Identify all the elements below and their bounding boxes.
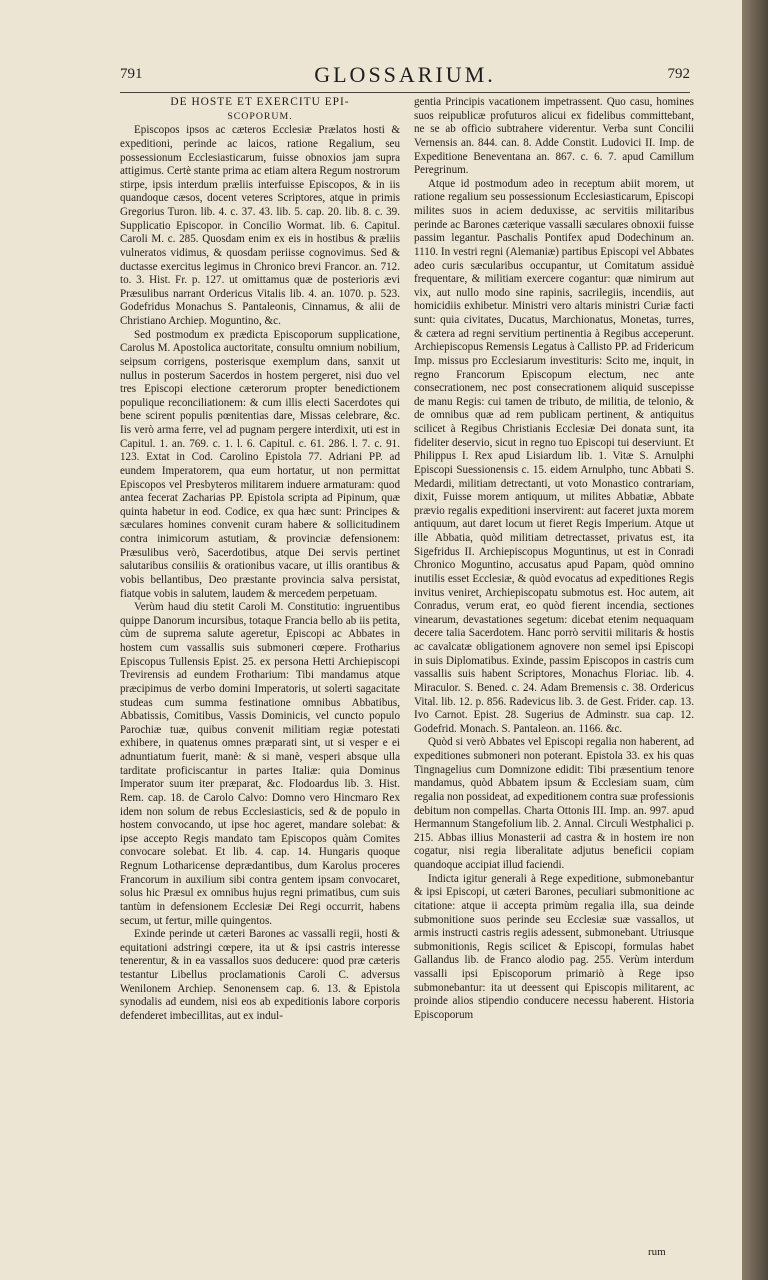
book-gutter xyxy=(742,0,768,1280)
right-paragraph-1: gentia Principis vacationem impetrassent. Quo casu, homines suos reipublicæ profuturos alicui ex fidelibus committebant, ne se ab officio subtrahere viderentur. Verba sunt Concilii Vernensis an. 844. can. 8. Adde Constit. Ludovici II. Imp. de Expeditione Beneventana an. 867. c. 6. 7. apud Camillum Peregrinum. xyxy=(414,96,694,177)
right-paragraph-4: Indicta igitur generali à Rege expeditione, submonebantur & ipsi Episcopi, ut cæteri Barones, peculiari submonitione ac citatione: atque ii accepta primùm regalia illa, sua deinde submonitione suos perinde seu Ecclesiæ suæ vassallos, ut armis instructi castris regiis adessent, submonebant. Utriusque submonitionis, Regis scilicet & Episcopi, formulas habet Gallandus lib. de Franco alodio pag. 255. Verùm interdum vassalli ipsi Episcoporum primariò à Rege ipso submonebantur: ita ut deessent qui Episcopis militarent, ac proinde alios stipendio conducere necessu haberent. Historia Episcoporum xyxy=(414,872,694,1021)
right-paragraph-3: Quòd si verò Abbates vel Episcopi regalia non haberent, ad expeditiones submoneri non poterant. Epistola 33. ex his quas Tingnagelius cum Domnizone edidit: Tibi præsentium tenore mandamus, quòd Abbatem ipsum & Ecclesiam suam, cùm regalia non possideat, ad expeditionem contra suæ professionis debitum non compellas. Charta Ottonis III. Imp. an. 997. apud Hermannum Stangefolium lib. 2. Annal. Circuli Westphalici p. 215. Abbas illius Monasterii ad castra & in hostem ire non cogatur, nisi regia liberalitate adjutus beneficii copiam quandoque accipiat illud faciendi. xyxy=(414,736,694,871)
section-heading: DE HOSTE ET EXERCITU EPI- xyxy=(170,96,350,108)
section-subheading: SCOPORUM. xyxy=(227,110,293,122)
left-paragraph-4: Exinde perinde ut cæteri Barones ac vassalli regii, hosti & equitationi adstringi cœpere, ita ut & ipsi castris interesse tenerentur, & in ea vassallos suos deducere: quod præ cæteris testantur Libellus proclamationis Caroli C. adversus Wenilonem Archiep. Senonensem cap. 6. 13. & Epistola synodalis ad eundem, nisi eos ab expeditionis labore corporis defenderet imbecillitas, aut ex indul- xyxy=(120,928,400,1022)
right-column xyxy=(414,96,694,1023)
left-paragraph-1: Episcopos ipsos ac cæteros Ecclesiæ Prælatos hosti & expeditioni, perinde ac laicos, ratione Regalium, seu possessionum Ecclesiasticarum, fuisse obnoxios jam supra attigimus. Certè stante prima ac etiam altera Regum nostrorum stirpe, ipsis interdum præliis interfuisse Episcopos, & in iis quandoque cæsos, docent veteres Scriptores, atque in primis Gregorius Turon. lib. 4. c. 37. 43. lib. 5. cap. 20. lib. 8. c. 39. Supplicatio Episcopor. in Concilio Wormat. lib. 6. Capitul. Caroli M. c. 285. Quosdam enim ex eis in hostibus & præliis vulneratos vidimus, & quosdam periisse cognovimus. Sed & ductasse exercitus legimus in Chronico brevi Francor. an. 712. to. 3. Hist. Fr. p. 127. ut omittamus quæ de posterioris ævi Præsulibus narrant Ordericus Vitalis lib. 4. an. 1070. p. 523. Godefridus Monachus S. Pantaleonis, Cinnamus, & alii de Christiano Archiep. Moguntino, &c. xyxy=(120,124,400,327)
left-page-number: 791 xyxy=(120,66,143,82)
header-rule xyxy=(120,92,690,93)
right-paragraph-2: Atque id postmodum adeo in receptum abiit morem, ut ratione regalium seu possessionum Ecclesiasticarum, Episcopi milites suos in aciem deduxisse, ac servitiis militaribus perinde ac Barones cæterique vassalli sæculares obnoxii fuisse passim legantur. Paschalis Pontifex apud Dodechinum an. 1110. In vestri regni (Alemaniæ) partibus Episcopi vel Abbates adeo curis sæcularibus occupantur, ut Comitatum assiduè frequentare, & militiam exercere cogantur: quæ nimirum aut vix, aut nullo modo sine rapinis, sacrilegiis, incendiis, aut homicidiis exhibetur. Ministri vero altaris ministri Curiæ facti sunt: quia civitates, Ducatus, Marchionatus, Monetas, turres, & cætera ad regni servitium pertinentia à Regibus acceperunt. Archiepiscopus Remensis Legatus à Callisto PP. ad Fridericum Imp. missus pro Ecclesiarum investituris: Scito me, inquit, in regno Francorum Episcopum electum, nec ante consecrationem, nec post consecrationem aliquid suscepisse de manu Regis: cui tamen de tributo, de militia, de telonio, & de omnibus quæ ad rem publicam pertinent, & antiquitus scilicet à Regibus Christianis Ecclesiæ Dei donata sunt, ita fideliter deservio, sicut in regno tuo Episcopi tui deserviunt. Et Philippus I. Rex apud Lisiardum lib. 1. Vitæ S. Arnulphi Episcopi Suessionensis c. 15. eidem Arnulpho, tunc Abbati S. Medardi, militiam detrectanti, ut voto Monastico contrariam, dixit, Fuisse morem antiquum, ut milites Abbatiæ, Abbate prævio regalis expeditioni inservirent: aut faceret juxta morem antiquum, aut daret locum ut fieret Regis Imperium. Atque ut ille Abbatia, quòd militiam detrectasset, privatus est, ita Sigefridus II. Archiepiscopus Moguntinus, ut est in Conradi Chronico Moguntino, accusatus apud Papam, quòd omnino inutilis esset Ecclesiæ, & quòd evocatus ad expeditiones Regis invitus veniret, Archiepiscopatu submotus est. Hoc autem, ait Conradus, verum erat, eo quòd fierent incendia, sectiones vinearum, devastationes segetum: dicebat etenim nequaquam decere talia Sacerdotem. Hanc porrò servitii militaris & hostis ac cavalcatæ obligationem agnovere non semel ipsi Episcopi in suis Diplomatibus. Exinde, passim Episcopos in castris cum vassallis suis habent Scriptores, Monachus Floriac. lib. 4. Miraculor. S. Bened. c. 24. Adam Bremensis c. 38. Ordericus Vital. lib. 12. p. 856. Radevicus lib. 3. de Gest. Frider. cap. 13. Ivo Carnot. Epist. 28. Sugerius de Adminstr. sua cap. 12. Godefrid. Monach. S. Pantaleon. an. 1166. &c. xyxy=(414,177,694,735)
left-paragraph-2: Sed postmodum ex prædicta Episcoporum supplicatione, Carolus M. Apostolica auctoritate, consultu omnium nobilium, seipsum corrigens, posterisque exemplum dans, sanxit ut nullus in posterum Sacerdos in hostem pergeret, nisi duo vel tres Episcopi electione cæterorum propter benedictionem populique reconciliationem: & cum illis electi Sacerdotes qui bene scirent populis pœnitentias dare, Missas celebrare, &c. Iis verò arma ferre, vel ad pugnam pergere interdixit, uti est in Capitul. 1. an. 769. c. 1. l. 6. Capitul. c. 61. 286. l. 7. c. 91. 123. Extat in Cod. Carolino Epistola 77. Adriani PP. ad eundem Imperatorem, qua eum hortatur, ut non permittat Episcopos vel Presbyteros militarem induere armaturam: quod antea fecerat Zacharias PP. Epistola scripta ad Pipinum, quæ quinta habetur in eod. Codice, ex qua hæc sunt: Principes & sæculares homines convenit curam habere & sollicitudinem contra inimicorum astutiam, & provinciæ defensionem: Præsulibus verò, Sacerdotibus, atque Dei servis pertinet salutaribus consiliis & orationibus vacare, ut illis orantibus & vobis bellantibus, Deo præstante provincia salva persistat, fiatque vobis in salutem, laudem & mercedem perpetuam. xyxy=(120,328,400,600)
catchword: rum xyxy=(648,1246,666,1258)
left-column xyxy=(120,96,400,1024)
page-header xyxy=(120,62,690,92)
running-title: GLOSSARIUM. xyxy=(314,62,496,87)
left-paragraph-3: Verùm haud diu stetit Caroli M. Constitutio: ingruentibus quippe Danorum incursibus, totaque Francia bello ab iis petita, cùm de suprema salute ageretur, Episcopi ac Abbates in hostem cum vassallis suis submoneri cœpere. Frotharius Episcopus Tullensis Epist. 25. ex persona Hetti Archiepiscopi Trevirensis ad eundem Frotharium: Tibi mandamus atque præcipimus de verbo domini Imperatoris, ut solerti sagacitate studeas cum summa festinatione omnibus Abbatibus, Abbatissis, Comitibus, Vassis Dominicis, vel cuncto populo Parochiæ tuæ, quibus convenit militiam regiæ potestati exhibere, in quatenus omnes præparati sint, ut si vesper e ei adnuntiatum fuerit, manè: & si manè, vesperi absque ulla tarditate proficiscantur in partes Italiæ: quia Dominus Imperator suum iter præparat, &c. Flodoardus lib. 3. Hist. Rem. cap. 18. de Carolo Calvo: Domno vero Hincmaro Rex idem non solum de rebus Ecclesiasticis, sed & de populo in hostem convocando, ut ipse hoc ageret, mandare solebat: & ipse accepto Regis mandato tam Episcopos quàm Comites convocare solebat. Et lib. 4. cap. 14. Hungaris quoque Regnum Lotharicense deprædantibus, dum Karolus proceres Francorum in auxilium sibi contra gentem ipsam convocaret, solus hic Præsul ex omnibus hujus regni primatibus, cum suis tantùm in defensionem Ecclesiæ Dei Regi occurrit, habens secum, ut fertur, mille quingentos. xyxy=(120,601,400,927)
right-page-number: 792 xyxy=(667,66,690,82)
